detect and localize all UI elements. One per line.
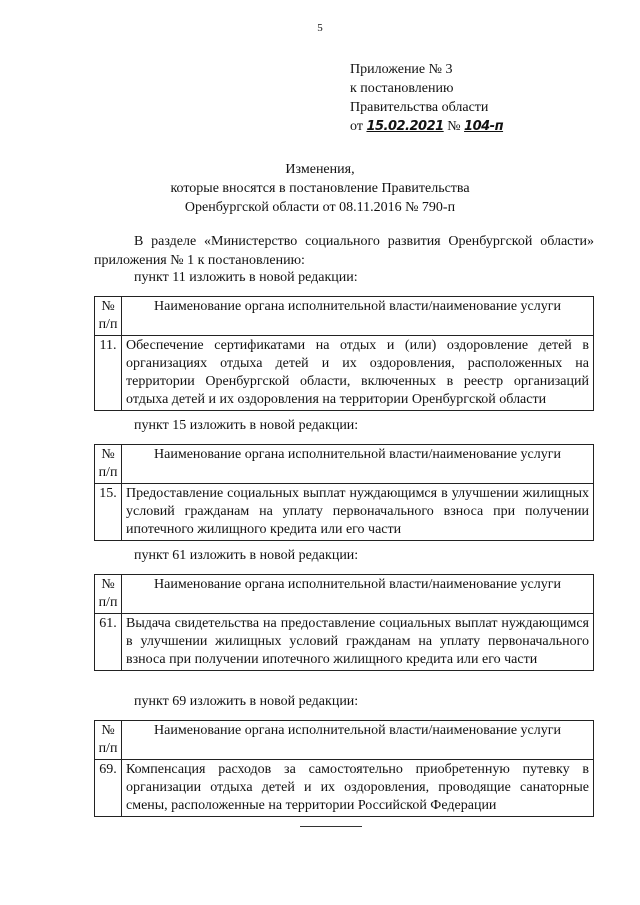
date-prefix: от (350, 119, 363, 134)
table-header-row (95, 445, 594, 484)
service-table (94, 296, 594, 411)
handwritten-number: 104-п (464, 119, 504, 134)
item-label: пункт 11 изложить в новой редакции: (134, 270, 358, 285)
header-num: № п/п (95, 297, 122, 336)
table-row (95, 336, 594, 411)
header-name: Наименование органа исполнительной власти/наименование услуги (122, 297, 594, 336)
table-header-row (95, 721, 594, 760)
intro-paragraph: В разделе «Министерство социального развития Оренбургской области» приложения № 1 к постановлению: (94, 234, 594, 268)
page-number: 5 (317, 22, 323, 34)
end-divider (300, 826, 362, 827)
header-name: Наименование органа исполнительной власти/наименование услуги (122, 575, 594, 614)
table-row (95, 484, 594, 541)
service-table (94, 444, 594, 541)
item-label: пункт 69 изложить в новой редакции: (134, 694, 359, 709)
table-row (95, 614, 594, 671)
heading-line-2: которые вносятся в постановление Правительства (170, 181, 470, 196)
number-prefix: № (447, 119, 461, 134)
heading-line-1: Изменения, (285, 162, 355, 177)
appendix-date-line (350, 117, 503, 136)
header-name: Наименование органа исполнительной власти/наименование услуги (122, 721, 594, 760)
handwritten-date: 15.02.2021 (366, 119, 444, 134)
row-num: 15. (95, 484, 122, 541)
header-num: № п/п (95, 445, 122, 484)
row-num: 69. (95, 760, 122, 817)
appendix-authority: Правительства области (350, 100, 489, 115)
table-header-row (95, 297, 594, 336)
appendix-ref: к постановлению (350, 81, 454, 96)
item-label: пункт 61 изложить в новой редакции: (134, 548, 359, 563)
row-num: 11. (95, 336, 122, 411)
document-heading (0, 160, 640, 217)
row-text: Предоставление социальных выплат нуждающимся в улучшении жилищных условий гражданам на уплату первоначального взноса при получении ипотечного жилищного кредита или его части (122, 484, 594, 541)
header-name: Наименование органа исполнительной власти/наименование услуги (122, 445, 594, 484)
header-num: № п/п (95, 575, 122, 614)
service-table (94, 720, 594, 817)
row-num: 61. (95, 614, 122, 671)
appendix-block (350, 60, 503, 136)
row-text: Выдача свидетельства на предоставление социальных выплат нуждающимся в улучшении жилищных условий гражданам на уплату первоначального взноса при получении ипотечного жилищного кредита или его части (122, 614, 594, 671)
table-header-row (95, 575, 594, 614)
appendix-title: Приложение № 3 (350, 62, 453, 77)
row-text: Компенсация расходов за самостоятельно приобретенную путевку в организации отдыха детей и их оздоровления, проводящие санаторные смены, расположенные на территории Российской Федерации (122, 760, 594, 817)
service-table (94, 574, 594, 671)
header-num: № п/п (95, 721, 122, 760)
table-row (95, 760, 594, 817)
heading-line-3: Оренбургской области от 08.11.2016 № 790-п (184, 200, 456, 215)
row-text: Обеспечение сертификатами на отдых и (или) оздоровление детей в организациях отдыха детей и их оздоровления, расположенных на территории Оренбургской области, включенных в реестр организаций отдыха детей и их оздоровления на территории Оренбургской области (122, 336, 594, 411)
item-label: пункт 15 изложить в новой редакции: (134, 418, 359, 433)
